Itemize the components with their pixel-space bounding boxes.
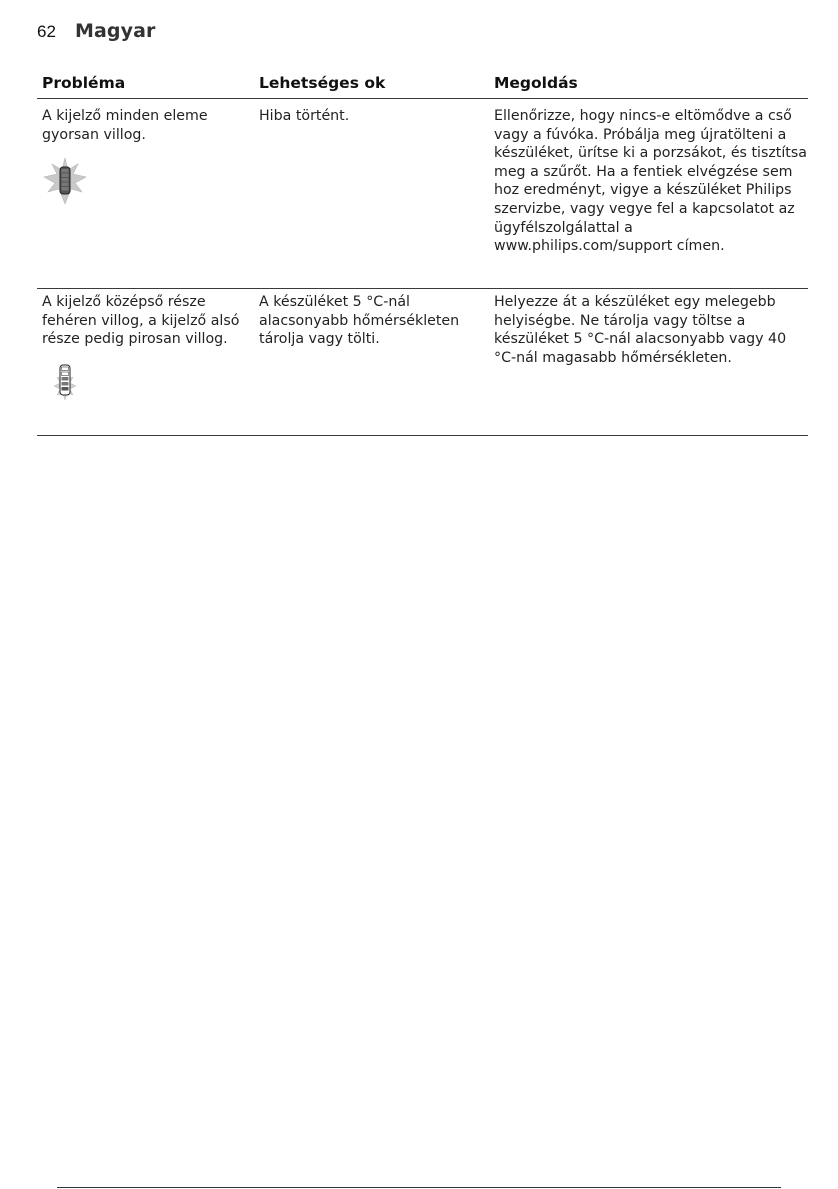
cause-cell: A készüléket 5 °C-nál alacsonyabb hőmérsékleten tárolja vagy tölti. xyxy=(259,294,460,348)
problem-cell xyxy=(37,289,254,435)
column-header-problem: Probléma xyxy=(42,74,126,92)
flashing-display-all-icon xyxy=(42,156,254,212)
table-header-row xyxy=(37,70,808,99)
page-language: Magyar xyxy=(75,20,156,42)
page-number: 62 xyxy=(37,22,56,41)
page-header xyxy=(37,20,156,48)
column-header-solution: Megoldás xyxy=(494,74,578,92)
cause-cell: Hiba történt. xyxy=(259,108,350,124)
column-header-cause: Lehetséges ok xyxy=(259,74,386,92)
troubleshooting-table xyxy=(37,70,808,436)
flashing-display-partial-icon xyxy=(52,363,254,407)
table-row xyxy=(37,289,808,436)
footer-divider xyxy=(57,1187,781,1188)
problem-text: A kijelző minden eleme gyorsan villog. xyxy=(42,108,208,143)
solution-cell: Ellenőrizze, hogy nincs-e eltömődve a cső vagy a fúvóka. Próbálja meg újratölteni a készüléket, ürítse ki a porzsákot, és tisztítsa meg a szűrőt. Ha a fentiek elvégzése sem hoz eredményt, vigye a készüléket Philips szervizbe, vagy vegye fel a kapcsolatot az ügyfélszolgálattal a www.philips.com/support címen. xyxy=(494,108,807,255)
solution-cell: Helyezze át a készüléket egy melegebb helyiségbe. Ne tárolja vagy töltse a készüléket 5 °C-nál alacsonyabb vagy 40 °C-nál magasabb hőmérsékleten. xyxy=(494,294,787,366)
problem-text: A kijelző középső része fehéren villog, a kijelző alsó része pedig pirosan villog. xyxy=(42,294,240,348)
problem-cell xyxy=(37,99,254,288)
table-row xyxy=(37,99,808,289)
